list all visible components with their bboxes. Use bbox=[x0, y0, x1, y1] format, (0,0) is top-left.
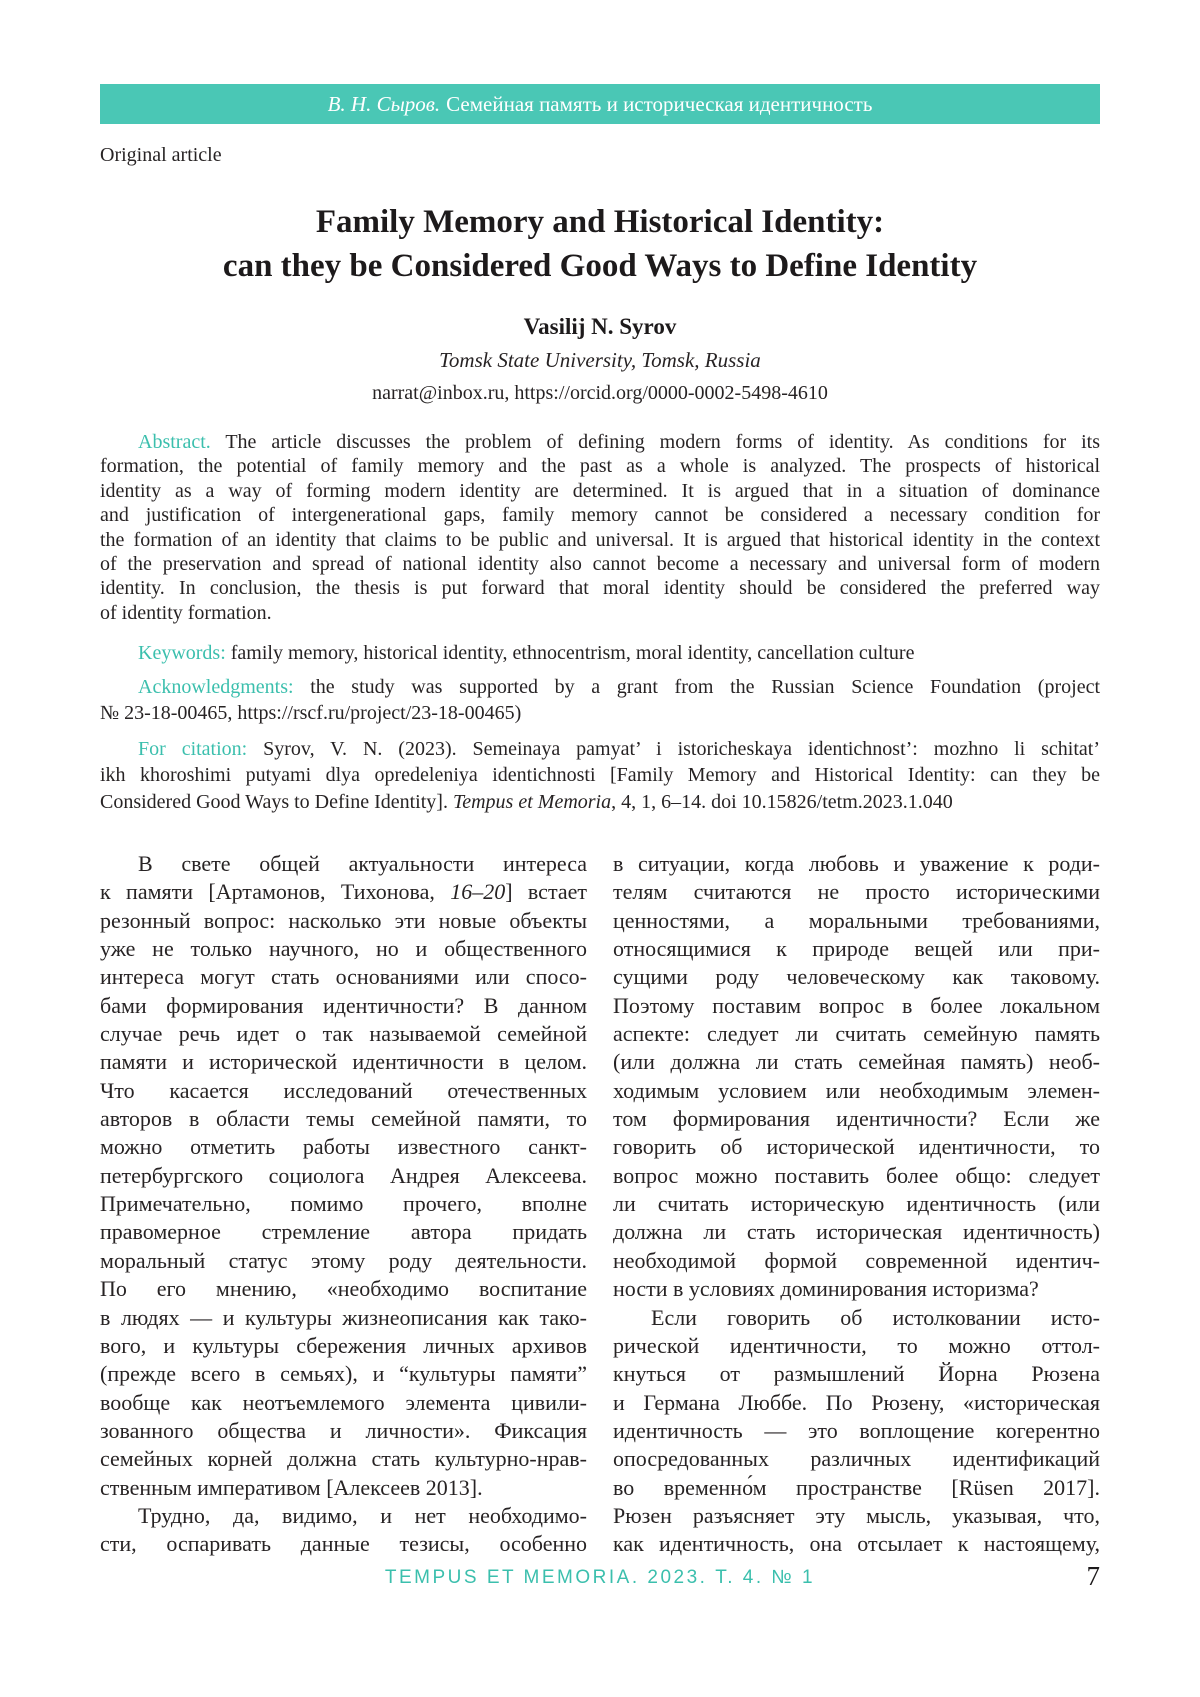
text-line: (или должна ли стать семейная память) необ- bbox=[613, 1049, 1100, 1075]
keywords-section bbox=[100, 641, 1100, 666]
running-header-title: Семейная память и историческая идентичность bbox=[446, 92, 873, 116]
text-line: вообще как неотъемлемого элемента цивили- bbox=[100, 1389, 587, 1415]
text-line: сти, оспаривать данные тезисы, особенно bbox=[100, 1531, 587, 1557]
running-header-author: В. Н. Сыров. bbox=[327, 92, 441, 116]
acknowledgments-section bbox=[100, 675, 1100, 726]
journal-footer-line: TEMPUS ET MEMORIA. 2023. Т. 4. № 1 bbox=[384, 1567, 816, 1588]
text-line: ственным императивом [Алексеев 2013]. bbox=[100, 1474, 483, 1500]
page-footer bbox=[100, 1561, 1100, 1591]
text-line: identity. In conclusion, the thesis is put forward that moral identity should be considered the preferred way bbox=[100, 577, 1100, 600]
body-right-column bbox=[613, 850, 1100, 1559]
text-line: identity as a way of forming modern identity are determined. It is argued that in a situation of dominance bbox=[100, 479, 1100, 502]
text-line: For citation: Syrov, V. N. (2023). Semeinaya pamyat’ i istoricheskaya identichnost’: mozhno li schitat’ bbox=[138, 738, 1100, 760]
text-line: и Германа Люббе. По Рюзену, «историческая bbox=[613, 1389, 1100, 1415]
text-line: Если говорить об истолковании исто- bbox=[651, 1304, 1100, 1330]
text-line: во временно́м пространстве [Rüsen 2017]. bbox=[613, 1474, 1100, 1500]
text-line: ценностями, а моральными требованиями, bbox=[613, 907, 1100, 933]
text-line: идентичность — это воплощение когерентно bbox=[613, 1417, 1100, 1443]
text-line: памяти и исторической идентичности в целом. bbox=[100, 1049, 587, 1075]
body-left-column bbox=[100, 850, 587, 1559]
text-line: ности в условиях доминирования историзма? bbox=[613, 1276, 1039, 1302]
article-body bbox=[100, 850, 1100, 1559]
text-line: Поэтому поставим вопрос в более локальном bbox=[613, 992, 1100, 1018]
text-line: Considered Good Ways to Define Identity]. Tempus et Memoria, 4, 1, 6–14. doi 10.15826/tetm.2023.1.040 bbox=[100, 790, 953, 813]
author-name: Vasilij N. Syrov bbox=[523, 314, 677, 339]
text-line: of the preservation and spread of national identity also cannot become a necessary and universal form of modern bbox=[100, 553, 1100, 576]
text-line: ходимым условием или необходимым элемен- bbox=[613, 1077, 1100, 1103]
text-line: правомерное стремление автора придать bbox=[100, 1219, 587, 1245]
text-line: зованного общества и личности». Фиксация bbox=[100, 1417, 587, 1443]
text-line: В свете общей актуальности интереса bbox=[138, 851, 587, 876]
page-number: 7 bbox=[1086, 1561, 1100, 1591]
text-line: говорить об исторической идентичности, то bbox=[613, 1134, 1100, 1160]
article-title-line-1: Family Memory and Historical Identity: bbox=[315, 204, 885, 240]
text-line: and justification of intergenerational gaps, family memory cannot be considered a necessary condition for bbox=[100, 504, 1100, 527]
text-line: кнуться от размышлений Йорна Рюзена bbox=[613, 1361, 1100, 1387]
text-line: (прежде всего в семьях), и “культуры памяти” bbox=[100, 1361, 587, 1387]
text-line: необходимой формой современной идентич- bbox=[613, 1247, 1100, 1273]
author-affiliation: Tomsk State University, Tomsk, Russia bbox=[439, 348, 761, 372]
text-line: авторов в области темы семейной памяти, то bbox=[100, 1106, 587, 1132]
text-line: бами формирования идентичности? В данном bbox=[100, 992, 587, 1018]
text-line: можно отметить работы известного санкт- bbox=[100, 1134, 587, 1160]
text-line: моральный статус этому роду деятельности. bbox=[100, 1247, 587, 1273]
article-title-line-2: can they be Considered Good Ways to Define Identity bbox=[222, 248, 978, 284]
text-line: в людях — и культуры жизнеописания как тако- bbox=[100, 1304, 587, 1330]
article-type-label: Original article bbox=[100, 144, 222, 166]
text-line: семейных корней должна стать культурно-нрав- bbox=[100, 1446, 587, 1472]
text-line: № 23-18-00465, https://rscf.ru/project/23-18-00465) bbox=[100, 701, 522, 724]
text-line: Acknowledgments: the study was supported by a grant from the Russian Science Foundation (project bbox=[138, 676, 1100, 698]
text-line: Abstract. The article discusses the problem of defining modern forms of identity. As conditions for its bbox=[138, 431, 1101, 453]
text-line: вопрос можно поставить более общо: следует bbox=[613, 1162, 1100, 1188]
text-line: сущими роду человеческому как таковому. bbox=[613, 964, 1100, 990]
author-contact-line: narrat@inbox.ru, https://orcid.org/0000-0002-5498-4610 bbox=[372, 382, 828, 404]
text-line: опосредованных различных идентификаций bbox=[613, 1446, 1100, 1472]
text-line: относящимися к природе вещей или при- bbox=[613, 936, 1100, 962]
text-line: ikh khoroshimi putyami dlya opredeleniya identichnosti [Family Memory and Historical Identity: can they be bbox=[100, 764, 1100, 787]
text-line: аспекте: следует ли считать семейную память bbox=[613, 1021, 1100, 1047]
text-line: Что касается исследований отечественных bbox=[100, 1077, 587, 1103]
text-line: телям считаются не просто историческими bbox=[613, 879, 1100, 905]
text-line: рической идентичности, то можно оттол- bbox=[613, 1332, 1100, 1358]
text-line: Трудно, да, видимо, и нет необходимо- bbox=[138, 1502, 587, 1528]
text-line: formation, the potential of family memory and the past as a whole is analyzed. The prospects of historical bbox=[100, 455, 1100, 478]
abstract-section bbox=[100, 430, 1100, 625]
text-line: Примечательно, помимо прочего, вполне bbox=[100, 1191, 587, 1217]
text-line: the formation of an identity that claims to be public and universal. It is argued that historical identity in the context bbox=[100, 528, 1100, 551]
text-line: уже не только научного, но и общественного bbox=[100, 936, 587, 962]
text-line: вого, и культуры сбережения личных архивов bbox=[100, 1332, 587, 1358]
text-line: в ситуации, когда любовь и уважение к роди- bbox=[613, 851, 1100, 876]
text-line: По его мнению, «необходимо воспитание bbox=[100, 1276, 587, 1302]
text-line: том формирования идентичности? Если же bbox=[613, 1106, 1100, 1132]
text-line: Keywords: family memory, historical identity, ethnocentrism, moral identity, cancellation culture bbox=[138, 642, 915, 664]
text-line: к памяти [Артамонов, Тихонова, 16–20] встает bbox=[100, 879, 587, 905]
text-line: интереса могут стать основаниями или спосо- bbox=[100, 964, 587, 990]
text-line: петербургского социолога Андрея Алексеева. bbox=[100, 1162, 587, 1188]
article-title bbox=[100, 200, 1100, 288]
citation-section bbox=[100, 736, 1100, 815]
text-line: ли считать историческую идентичность (или bbox=[613, 1191, 1100, 1217]
text-line: Рюзен разъясняет эту мысль, указывая, что, bbox=[613, 1502, 1100, 1528]
text-line: of identity formation. bbox=[100, 601, 272, 624]
running-header bbox=[100, 84, 1100, 124]
text-line: случае речь идет о так называемой семейной bbox=[100, 1021, 587, 1047]
text-line: как идентичность, она отсылает к настоящему, bbox=[613, 1531, 1100, 1557]
text-line: резонный вопрос: насколько эти новые объекты bbox=[100, 907, 587, 933]
text-line: должна ли стать историческая идентичность) bbox=[613, 1219, 1100, 1245]
